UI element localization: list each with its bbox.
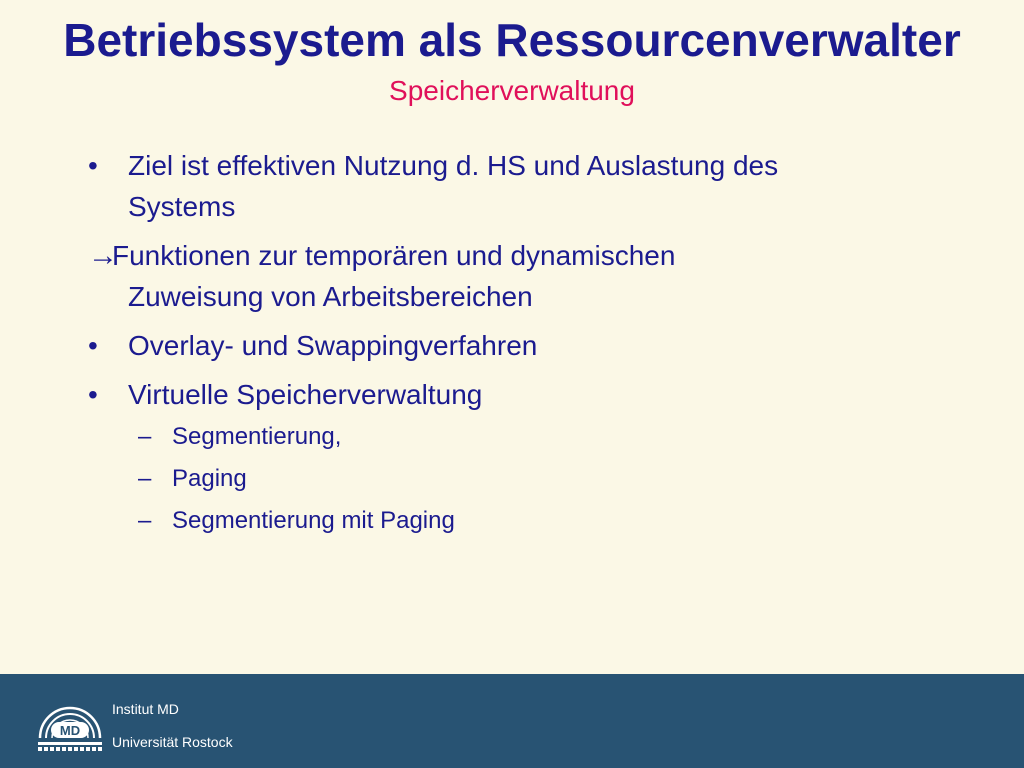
bullet-item-goal <box>86 145 966 227</box>
slide-content <box>86 145 966 547</box>
subitem-segmentation <box>86 421 966 453</box>
footer-university: Universität Rostock <box>112 734 233 750</box>
bullet-text-line2: Zuweisung von Arbeitsbereichen <box>128 281 533 312</box>
arrow-right-icon: → <box>88 239 118 272</box>
arrow-item-functions <box>86 235 966 317</box>
bullet-text: Overlay- und Swappingverfahren <box>128 330 538 361</box>
footer-institute: Institut MD <box>112 701 179 717</box>
bullet-text-line1: Funktionen zur temporären und dynamischen <box>112 240 676 271</box>
slide-subtitle: Speicherverwaltung <box>389 75 635 106</box>
institute-logo-icon <box>34 696 106 754</box>
bullet-item-virtual-memory <box>86 374 966 415</box>
subitem-text: Paging <box>172 465 247 492</box>
bullet-item-overlay <box>86 325 966 366</box>
bullet-text-line2: Systems <box>128 191 236 222</box>
bullet-text-line1: Ziel ist effektiven Nutzung d. HS und Auslastung des <box>128 150 779 181</box>
subitem-text: Segmentierung mit Paging <box>172 507 455 534</box>
bullet-marker: • <box>88 330 98 361</box>
subitem-text: Segmentierung, <box>172 423 342 450</box>
logo-text: MD <box>59 723 81 738</box>
subitem-paging <box>86 463 966 495</box>
dash-marker: – <box>138 465 152 492</box>
bullet-marker: • <box>88 379 98 410</box>
bullet-text: Virtuelle Speicherverwaltung <box>128 379 483 410</box>
footer-bar <box>0 674 1024 768</box>
dash-marker: – <box>138 423 152 450</box>
dash-marker: – <box>138 507 152 534</box>
bullet-marker: • <box>88 150 98 181</box>
slide-title: Betriebssystem als Ressourcenverwalter <box>63 14 961 66</box>
subitem-segmentation-paging <box>86 505 966 537</box>
